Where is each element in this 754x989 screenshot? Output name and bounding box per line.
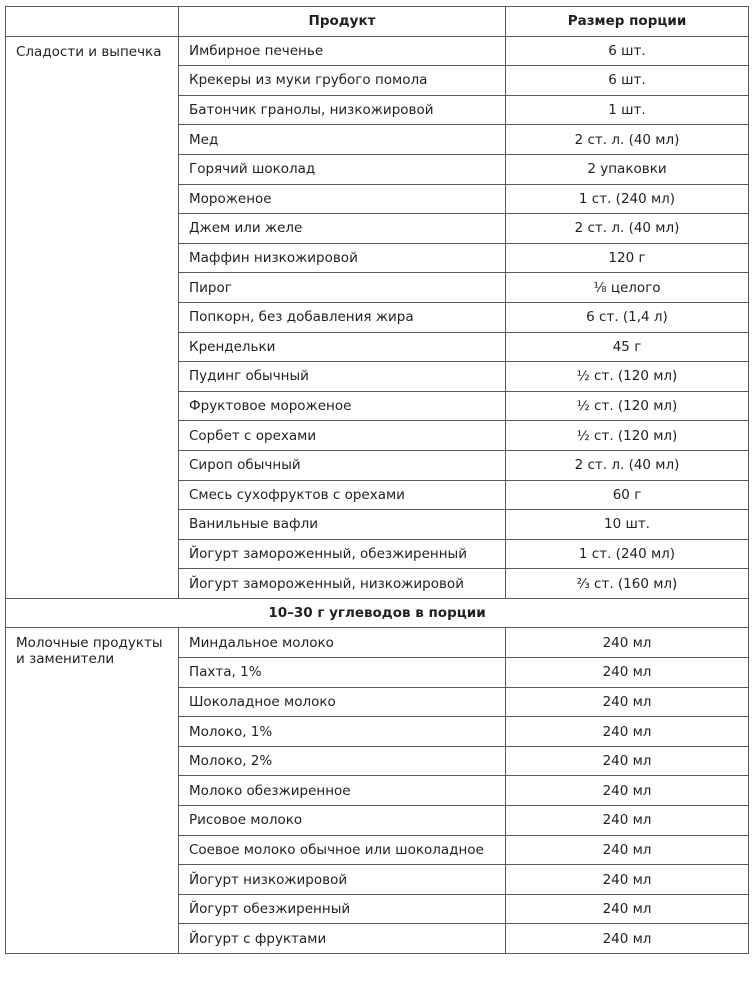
product-cell: Йогурт с фруктами bbox=[179, 924, 506, 954]
product-cell: Пахта, 1% bbox=[179, 658, 506, 688]
product-cell: Молоко, 2% bbox=[179, 746, 506, 776]
portion-cell: 60 г bbox=[506, 480, 749, 510]
product-cell: Ванильные вафли bbox=[179, 510, 506, 540]
product-cell: Мед bbox=[179, 125, 506, 155]
table-body bbox=[6, 36, 749, 953]
product-cell: Мороженое bbox=[179, 184, 506, 214]
portion-cell: 240 мл bbox=[506, 806, 749, 836]
product-cell: Крендельки bbox=[179, 332, 506, 362]
portion-cell: 45 г bbox=[506, 332, 749, 362]
header-row bbox=[6, 7, 749, 37]
portion-cell: 2 ст. л. (40 мл) bbox=[506, 214, 749, 244]
product-cell: Горячий шоколад bbox=[179, 154, 506, 184]
table-row bbox=[6, 628, 749, 658]
category-cell: Сладости и выпечка bbox=[6, 36, 179, 598]
portion-cell: 240 мл bbox=[506, 865, 749, 895]
category-cell: Молочные продукты и заменители bbox=[6, 628, 179, 954]
product-cell: Имбирное печенье bbox=[179, 36, 506, 66]
product-cell: Сорбет с орехами bbox=[179, 421, 506, 451]
portion-cell: 2 ст. л. (40 мл) bbox=[506, 125, 749, 155]
product-cell: Соевое молоко обычное или шоколадное bbox=[179, 835, 506, 865]
product-cell: Миндальное молоко bbox=[179, 628, 506, 658]
portion-cell: 6 шт. bbox=[506, 36, 749, 66]
product-cell: Молоко обезжиренное bbox=[179, 776, 506, 806]
product-cell: Йогурт низкожировой bbox=[179, 865, 506, 895]
portion-cell: 1 шт. bbox=[506, 95, 749, 125]
portion-cell: 240 мл bbox=[506, 687, 749, 717]
table-row bbox=[6, 36, 749, 66]
product-cell: Йогурт замороженный, обезжиренный bbox=[179, 539, 506, 569]
portion-cell: 240 мл bbox=[506, 658, 749, 688]
section-row bbox=[6, 598, 749, 628]
portion-cell: ½ ст. (120 мл) bbox=[506, 362, 749, 392]
product-cell: Батончик гранолы, низкожировой bbox=[179, 95, 506, 125]
portion-cell: 10 шт. bbox=[506, 510, 749, 540]
portion-cell: 6 ст. (1,4 л) bbox=[506, 302, 749, 332]
product-cell: Йогурт обезжиренный bbox=[179, 894, 506, 924]
product-cell: Попкорн, без добавления жира bbox=[179, 302, 506, 332]
section-title: 10–30 г углеводов в порции bbox=[6, 598, 749, 628]
product-cell: Пирог bbox=[179, 273, 506, 303]
portion-cell: 240 мл bbox=[506, 746, 749, 776]
header-corner bbox=[6, 7, 179, 37]
portion-cell: ⅔ ст. (160 мл) bbox=[506, 569, 749, 599]
portion-cell: 1 ст. (240 мл) bbox=[506, 539, 749, 569]
portion-cell: 240 мл bbox=[506, 924, 749, 954]
portion-cell: ½ ст. (120 мл) bbox=[506, 391, 749, 421]
portion-cell: 240 мл bbox=[506, 894, 749, 924]
header-product: Продукт bbox=[179, 7, 506, 37]
product-cell: Фруктовое мороженое bbox=[179, 391, 506, 421]
portion-cell: ½ ст. (120 мл) bbox=[506, 421, 749, 451]
portion-cell: 240 мл bbox=[506, 776, 749, 806]
product-cell: Джем или желе bbox=[179, 214, 506, 244]
carb-portion-table bbox=[5, 6, 749, 954]
product-cell: Молоко, 1% bbox=[179, 717, 506, 747]
product-cell: Пудинг обычный bbox=[179, 362, 506, 392]
portion-cell: 1 ст. (240 мл) bbox=[506, 184, 749, 214]
product-cell: Смесь сухофруктов с орехами bbox=[179, 480, 506, 510]
product-cell: Шоколадное молоко bbox=[179, 687, 506, 717]
portion-cell: 2 упаковки bbox=[506, 154, 749, 184]
portion-cell: 120 г bbox=[506, 243, 749, 273]
portion-cell: 2 ст. л. (40 мл) bbox=[506, 450, 749, 480]
product-cell: Маффин низкожировой bbox=[179, 243, 506, 273]
portion-cell: 6 шт. bbox=[506, 66, 749, 96]
product-cell: Рисовое молоко bbox=[179, 806, 506, 836]
portion-cell: ⅛ целого bbox=[506, 273, 749, 303]
header-portion: Размер порции bbox=[506, 7, 749, 37]
product-cell: Сироп обычный bbox=[179, 450, 506, 480]
portion-cell: 240 мл bbox=[506, 628, 749, 658]
portion-cell: 240 мл bbox=[506, 835, 749, 865]
portion-cell: 240 мл bbox=[506, 717, 749, 747]
product-cell: Йогурт замороженный, низкожировой bbox=[179, 569, 506, 599]
product-cell: Крекеры из муки грубого помола bbox=[179, 66, 506, 96]
